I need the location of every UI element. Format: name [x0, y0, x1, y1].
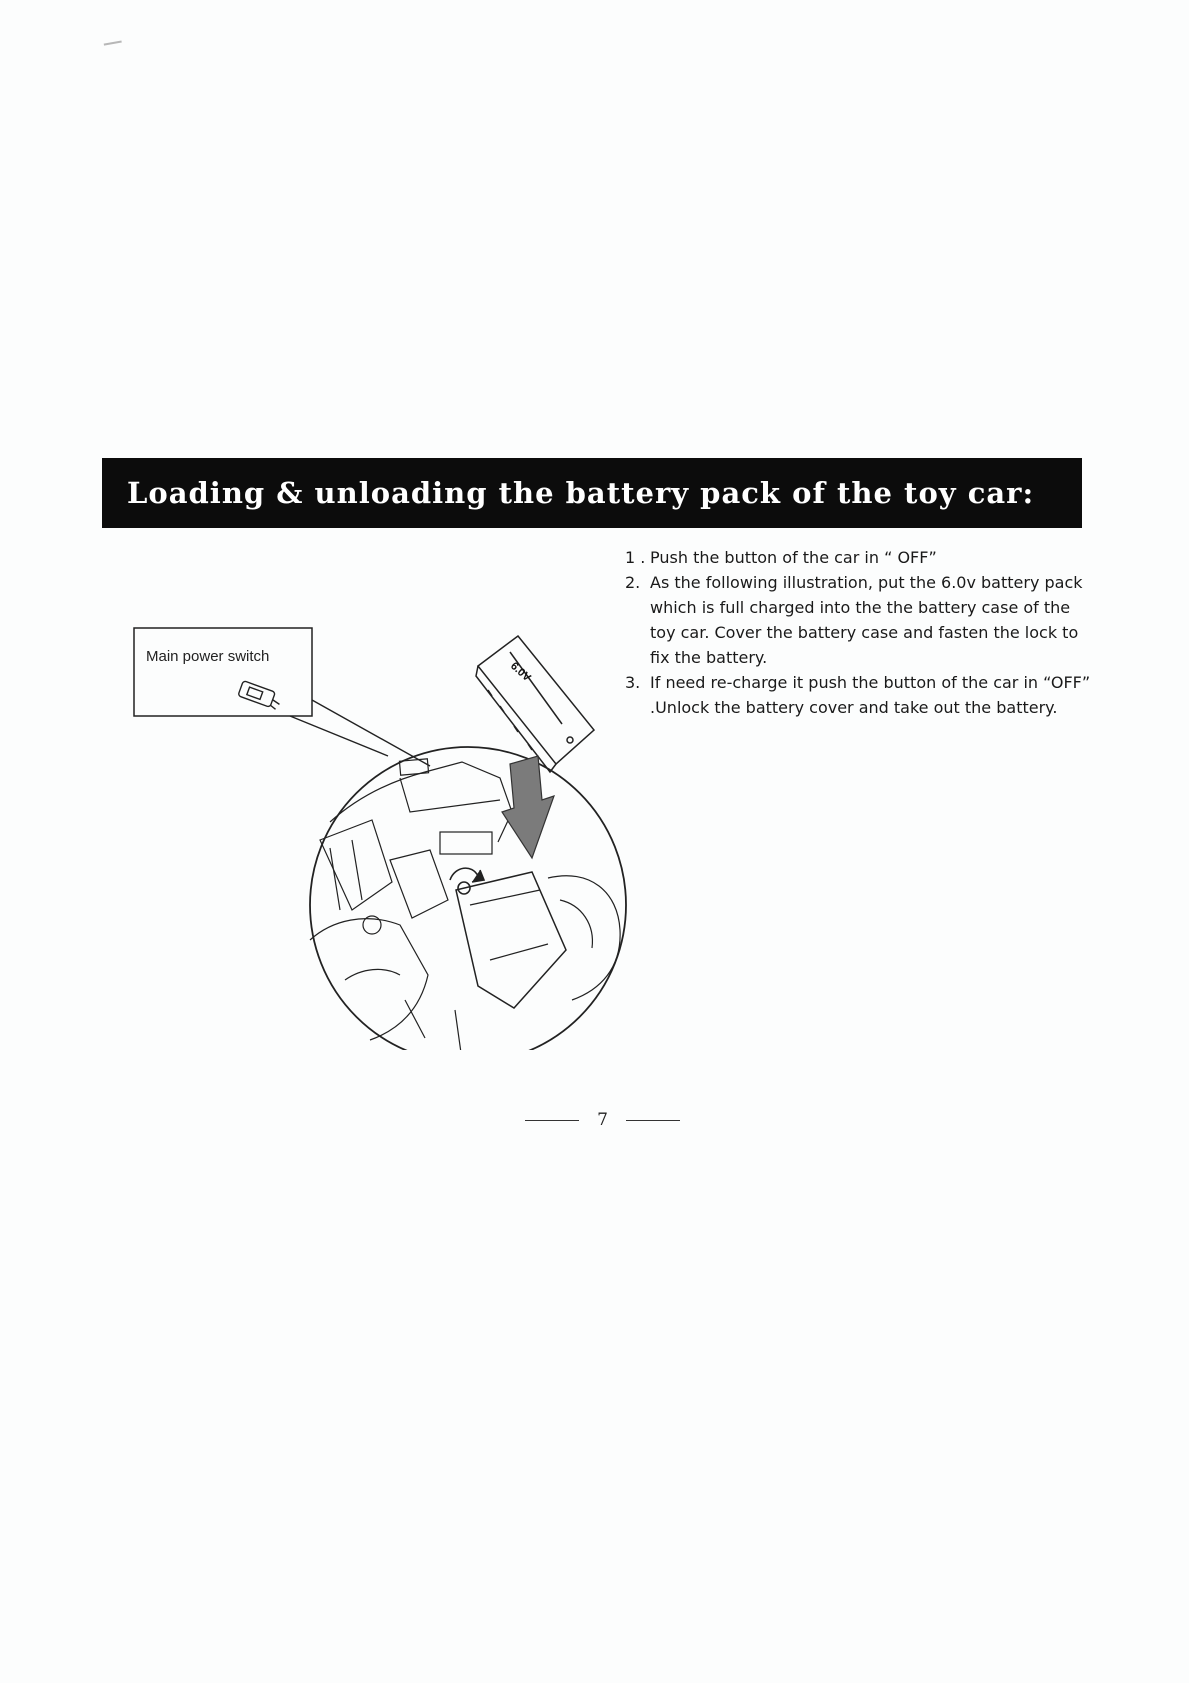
page-number: 7 [597, 1110, 608, 1130]
power-switch-icon [238, 681, 283, 710]
battery-voltage-label: 6.0V [507, 660, 533, 685]
instruction-step [625, 545, 1095, 570]
power-switch-label: Main power switch [146, 648, 270, 665]
step-text: As the following illustration, put the 6.0v battery pack which is full charged into the the battery case of the toy car. Cover the battery case and fasten the lock to fix the battery. [650, 573, 1083, 667]
callout-leader-line [290, 716, 388, 756]
footer-rule-right [626, 1120, 680, 1121]
footer-rule-left [525, 1120, 579, 1121]
lock-rotate-icon [450, 868, 484, 894]
step-text: If need re-charge it push the button of the car in “OFF” .Unlock the battery cover and take out the battery. [650, 673, 1091, 717]
scan-mark [104, 40, 123, 48]
instruction-step [625, 670, 1095, 720]
section-title: Loading & unloading the battery pack of the toy car: [127, 476, 1035, 510]
magnified-view-circle [310, 747, 626, 1050]
car-interior-drawing [310, 759, 620, 1050]
power-switch-callout-box [134, 628, 312, 716]
step-number: 2. [625, 573, 641, 592]
callout-leader-line [312, 700, 430, 766]
step-number: 3. [625, 673, 641, 692]
instruction-list [625, 545, 1095, 720]
battery-pack-icon [476, 636, 594, 772]
battery-installation-illustration [130, 620, 640, 1050]
section-title-bar [102, 458, 1082, 528]
page-footer [510, 1105, 695, 1135]
step-text: Push the button of the car in “ OFF” [650, 548, 937, 567]
instruction-step [625, 570, 1095, 670]
step-number: 1 . [625, 548, 646, 567]
